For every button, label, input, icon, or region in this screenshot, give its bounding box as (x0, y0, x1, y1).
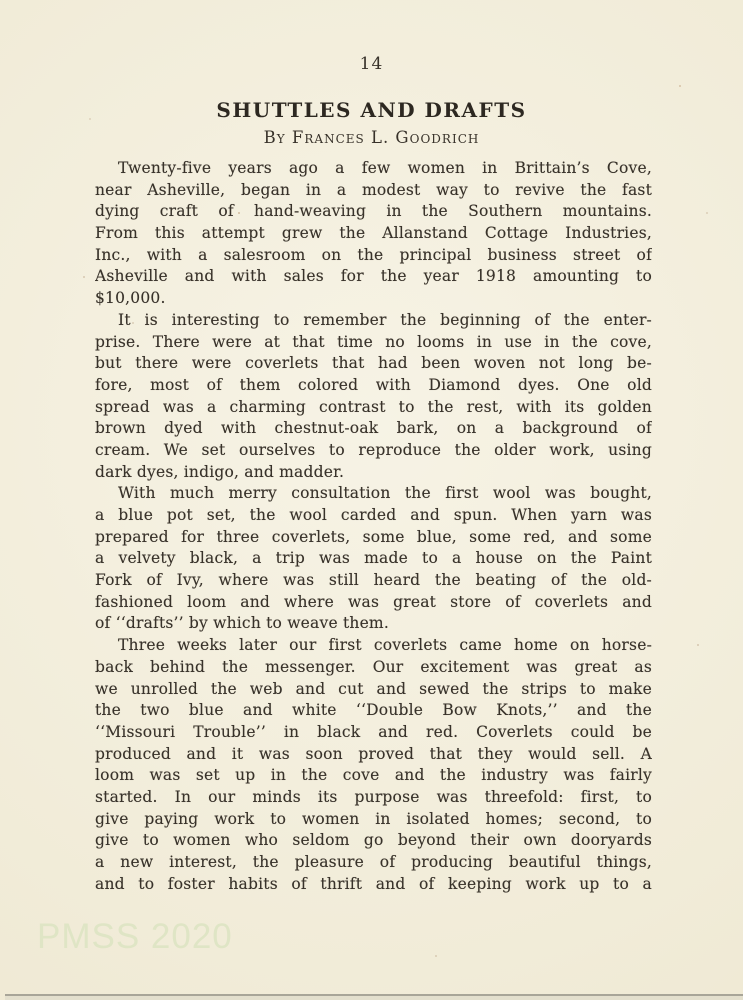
text-line: prepared for three coverlets, some blue, some red, and some (95, 527, 652, 546)
text-line: give paying work to women in isolated homes; second, to (95, 809, 652, 828)
text-line: near Asheville, began in a modest way to revive the fast (95, 180, 652, 199)
text-line: It is interesting to remember the beginning of the enter- (118, 310, 652, 329)
text-line: ‘‘Missouri Trouble’’ in black and red. Coverlets could be (95, 722, 652, 741)
text-line: fashioned loom and where was great store of coverlets and (95, 592, 652, 611)
text-line: a blue pot set, the wool carded and spun. When yarn was (95, 506, 652, 524)
text-line: dark dyes, indigo, and madder. (95, 462, 345, 481)
text-line: a velvety black, a trip was made to a house on the Paint (95, 549, 652, 568)
text-line: brown dyed with chestnut-oak bark, on a background of (95, 419, 652, 438)
text-line: From this attempt grew the Allanstand Cottage Industries, (95, 224, 652, 243)
text-line: Twenty-five years ago a few women in Brittain’s Cove, (118, 159, 652, 177)
text-line: of ‘‘drafts’’ by which to weave them. (95, 614, 389, 633)
text-line: started. In our minds its purpose was threefold: first, to (95, 787, 652, 806)
text-line: we unrolled the web and cut and sewed the strips to make (95, 679, 652, 698)
page-number: 14 (359, 54, 384, 74)
text-line: back behind the messenger. Our excitement was great as (95, 657, 652, 676)
text-line: Asheville and with sales for the year 1918 amounting to (95, 267, 652, 286)
text-line: prise. There were at that time no looms in use in the cove, (95, 332, 652, 351)
text-line: give to women who seldom go beyond their own dooryards (95, 831, 652, 850)
text-line: and to foster habits of thrift and of keeping work up to a (95, 874, 652, 893)
text-line: loom was set up in the cove and the industry was fairly (95, 766, 652, 785)
text-line: With much merry consultation the first wool was bought, (118, 484, 652, 503)
body-text (95, 158, 652, 895)
text-line: Inc., with a salesroom on the principal business street of (95, 245, 652, 264)
text-line: $10,000. (95, 289, 166, 308)
text-line: Three weeks later our first coverlets came home on horse- (118, 636, 652, 655)
text-line: the two blue and white ‘‘Double Bow Knots,’’ and the (95, 701, 652, 720)
text-line: dying craft of hand-weaving in the Southern mountains. (95, 202, 652, 221)
text-line: a new interest, the pleasure of producing beautiful things, (95, 853, 652, 871)
text-line: but there were coverlets that had been woven not long be- (95, 354, 652, 373)
page-edge-shadow (5, 994, 743, 1000)
page-title: SHUTTLES AND DRAFTS (216, 98, 527, 122)
text-line: cream. We set ourselves to reproduce the older work, using (95, 440, 652, 459)
text-line: Fork of Ivy, where was still heard the beating of the old- (95, 571, 652, 590)
watermark: PMSS 2020 (37, 917, 233, 956)
text-line: fore, most of them colored with Diamond dyes. One old (95, 375, 652, 394)
text-line: produced and it was soon proved that they would sell. A (95, 744, 652, 763)
text-line: spread was a charming contrast to the rest, with its golden (95, 397, 652, 416)
byline: By Frances L. Goodrich (263, 128, 480, 147)
